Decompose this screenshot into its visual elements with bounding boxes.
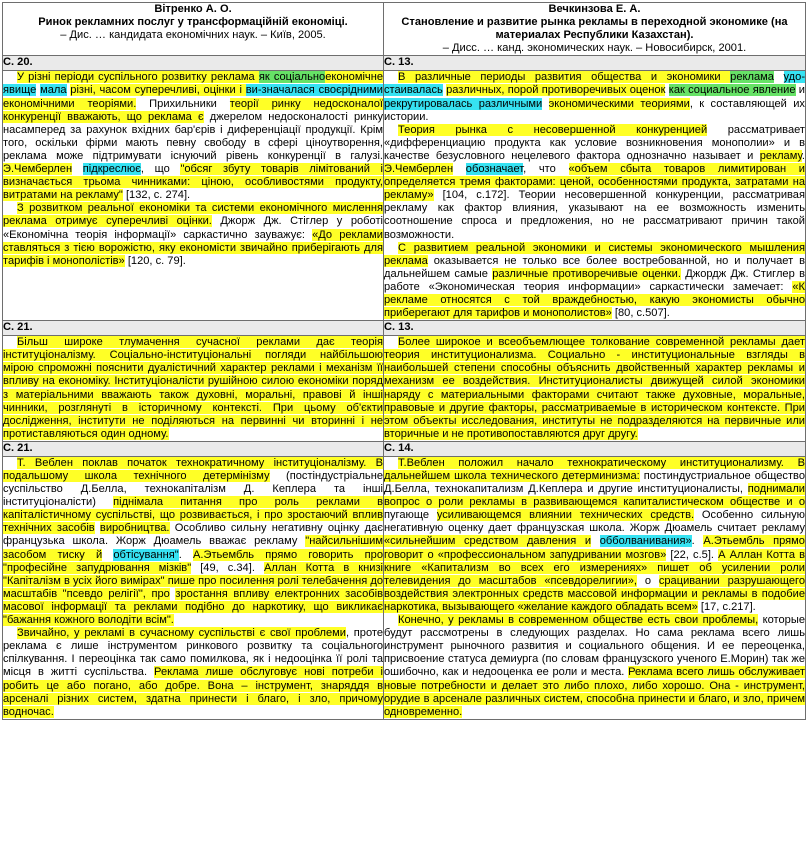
text-fragment: Прихильники <box>136 97 230 110</box>
text-fragment: . <box>178 548 193 561</box>
left-text-cell <box>3 336 384 442</box>
highlighted-fragment: Теория рынка с несовершенной конкуренцией <box>398 123 708 136</box>
highlighted-fragment: явище <box>3 84 37 97</box>
highlighted-fragment: экономическими теориями <box>548 97 690 110</box>
text-fragment: пугающе <box>384 509 437 522</box>
right-paragraph <box>384 336 805 441</box>
highlighted-fragment: срацивании разрушающего воздействия электронных средств массовой информации и рекламы в подобие наркотика, вызывающего «желание каждого обладать всем» <box>384 574 805 613</box>
comparison-body <box>3 3 806 720</box>
right-paragraph <box>384 71 805 123</box>
text-fragment: , що <box>140 163 181 176</box>
text-fragment <box>542 98 548 110</box>
text-fragment: [80, с.507]. <box>611 307 670 320</box>
right-page-ref: С. 13. <box>384 321 806 336</box>
left-details: – Дис. … кандидата економічних наук. – Київ, 2005. <box>60 29 326 42</box>
highlighted-fragment: підкреслює <box>82 163 141 176</box>
text-fragment: (постіндустріальне суспільство Д.Белла, технокапіталізм Д. Кеплера та інші інституціоналісти) <box>3 470 383 509</box>
left-source-header <box>3 3 384 56</box>
text-fragment: . <box>691 535 704 548</box>
right-paragraph <box>384 124 805 242</box>
text-fragment: [120, с. 79]. <box>124 254 186 267</box>
right-paragraph <box>384 242 805 321</box>
right-page-ref: С. 14. <box>384 441 806 456</box>
highlighted-fragment: "найсильнішим засобом тиску й <box>3 535 383 561</box>
comparison-table <box>2 2 806 720</box>
highlighted-fragment: рекламу <box>759 149 802 162</box>
highlighted-fragment: піднімала питання про роль реклами в капіталістичному суспільстві, що розвивається, і про зростаючий вплив технічних засобів <box>3 496 383 535</box>
left-paragraph <box>3 457 383 627</box>
highlighted-fragment: "обсяг збуту товарів лімітований і визначається трьома чинниками: ціною, особливостями продукту, витратами на рекламу" <box>3 163 383 202</box>
page-ref-row <box>3 56 806 71</box>
text-fragment: [22, с.5]. <box>666 548 719 561</box>
highlighted-fragment: поднимали вопрос о роли рекламы в развивающемся капиталистическом обществе и о <box>384 483 805 509</box>
text-fragment: . <box>801 149 805 162</box>
highlighted-fragment: как социальное явление <box>668 84 796 97</box>
left-text-cell <box>3 456 384 719</box>
highlighted-fragment: «К рекламе относятся с той враждебностью, какую экономисты обычно приберегают для тарифов и монополистов» <box>384 280 805 320</box>
highlighted-fragment: стаивалась <box>384 84 443 97</box>
highlighted-fragment: економічними теоріями. <box>3 97 137 110</box>
highlighted-fragment: «объем сбыта товаров лимитирован и определяется тремя факторами: ценой, особенностями продукта, затратами на рекламу» <box>384 163 806 202</box>
right-text-cell <box>384 336 806 442</box>
text-fragment: Джордж Дж. Стиглер в работе «Экономическая теория информации» саркастически замечает: <box>384 267 805 293</box>
right-title: Становление и развитие рынка рекламы в переходной экономике (на материалах Республики Казахстан). <box>401 16 788 42</box>
right-paragraph <box>384 614 805 719</box>
highlighted-fragment: усиливающемся влиянии технических средств. <box>436 509 695 522</box>
highlighted-fragment: обозначает <box>465 163 524 176</box>
text-fragment: Особенно сильную негативную оценку дает французская школа. Жорж Дюамель считает рекламу <box>384 509 805 535</box>
highlighted-fragment: Реклама лише обслуговує нові потреби і робить це або погано, або добре. Вона – інструмент, знаряддя в арсеналі різних систем, здатна принести і благо, і зло, причому водночас. <box>3 666 383 718</box>
right-page-ref: С. 13. <box>384 56 806 71</box>
text-fragment: , что <box>523 163 569 176</box>
text-fragment: джерелом недосконалості ринку насамперед за рахунок вхідних бар'єрів і диференціації продукції. Крім того, оскільки фірми мають певну свободу в сфері ціноутворення, реклама може підтримувати існуючий рівень конкуренції в галузі. <box>3 110 383 162</box>
text-fragment <box>591 535 600 547</box>
highlighted-fragment: А.Этьембль прямо говорить про "професійне запудрювання мізків" <box>3 548 383 574</box>
header-row <box>3 3 806 56</box>
right-source-header <box>384 3 806 56</box>
text-fragment <box>72 163 83 175</box>
highlighted-fragment: Более широкое и всеобъемлющее толкование современной рекламы дает теория институционализма. Социально - институциональные взгляды в наибольшей степени способны объяснить двойственный характер рекламы и механизм ее воздействия. Институционалисты движущей силой экономики наряду с материальными факторами считают также духовные, моральные, правовые и другие факторы, рассматриваемые в историческом контексте. При этом объекты исследования, институты не подразделяются на первичные или вторичные и не противопоставляются друг другу. <box>384 336 805 440</box>
text-fragment: о <box>637 574 659 587</box>
text-row <box>3 456 806 719</box>
text-fragment: постиндустриальное общество Д.Белла, технокапитализм Д.Кеплера и другие институционалисты, <box>384 470 805 496</box>
left-page-ref: С. 21. <box>3 441 384 456</box>
text-fragment: [104, с.172]. Теории несовершенной конкуренции, рассматривая рекламу как фактор влияния, указывают на ее возможность изменить соотношение спроса и предложения, но не рассматривают причин такой возможности. <box>384 189 805 241</box>
text-fragment: оказывается не только все более востребованной, но и получает в дальнейшем самые <box>384 254 805 280</box>
left-page-ref: С. 21. <box>3 321 384 336</box>
left-paragraph <box>3 336 383 441</box>
highlighted-fragment: реклама <box>730 71 774 84</box>
text-row <box>3 71 806 321</box>
highlighted-fragment: виробництва. <box>99 522 170 535</box>
left-title: Ринок рекламних послуг у трансформаційній економіці. <box>38 16 348 29</box>
highlighted-fragment: різні, часом суперечливі, оцінки і <box>70 84 246 97</box>
highlighted-fragment: «сильнейшим средством давления и <box>384 535 592 548</box>
highlighted-fragment: економічне <box>325 71 383 84</box>
highlighted-fragment: У різні періоди суспільного розвитку реклама <box>17 71 259 84</box>
highlighted-fragment: Аллан Котта в книзі "Капіталізм в усіх його вимірах" пише про посилення ролі телебачення до масштабів "псевдо релігії", про <box>3 561 384 600</box>
page-ref-row <box>3 321 806 336</box>
highlighted-fragment: В различные периоды развития общества и экономики <box>398 71 731 84</box>
text-fragment: , к составляющей их истории. <box>384 97 805 123</box>
left-paragraph <box>3 71 383 202</box>
left-text-cell <box>3 71 384 321</box>
highlighted-fragment: различных, порой противоречивых оценок <box>446 84 666 97</box>
highlighted-fragment: рекрутировалась различными <box>384 97 543 110</box>
highlighted-fragment: А Аллан Котта в книге «Капитализм во всех его измерениях» пишет об усилении роли телевидения до масштабов «псевдорелигии», <box>384 548 806 587</box>
page-ref-row <box>3 441 806 456</box>
text-fragment <box>453 163 466 175</box>
highlighted-fragment: Э.Чемберлен <box>3 163 73 176</box>
text-row <box>3 336 806 442</box>
text-fragment <box>102 549 113 561</box>
highlighted-fragment: различные противоречивые оценки. <box>492 267 681 280</box>
text-fragment: , проте реклама є лише інструментом ринкового розвитку та соціального спілкування. І переоцінка так само помилкова, як і недооцінка її ролі та місця в житті суспільства. <box>3 627 383 679</box>
highlighted-fragment: З розвитком реальної економіки та системи економічного мислення реклама отримує суперечливі оцінки. <box>3 202 383 228</box>
right-text-cell <box>384 71 806 321</box>
highlighted-fragment: обболванивания» <box>599 535 692 548</box>
left-paragraph <box>3 202 383 267</box>
highlighted-fragment: ви- <box>245 84 262 97</box>
highlighted-fragment: удо- <box>783 71 806 84</box>
right-paragraph <box>384 457 805 614</box>
highlighted-fragment: Звичайно, у рекламі в сучасному суспільстві є свої проблеми <box>17 627 346 640</box>
left-page-ref: С. 20. <box>3 56 384 71</box>
text-fragment: [17, с.217]. <box>697 600 756 613</box>
highlighted-fragment: зростання впливу електронних засобів масової інформації та реклами подібно до наркотику, що викликає "бажання кожного володіти всім". <box>3 587 383 627</box>
highlighted-fragment: значалася своєрідними <box>261 84 383 97</box>
highlighted-fragment: «До реклами ставляться з тією ворожістю, яку економісти звичайно приберігають для тарифів і монополістів» <box>3 228 383 267</box>
highlighted-fragment: як соціально <box>258 71 326 84</box>
text-fragment: которые будут рассмотрены в следующих разделах. Но сама реклама всего лишь инструмент рыночного развития и социального общения. И ее переоценка, присвоение статуса демиурга (по словам французского ученого Е.Морин) так же ошибочно, как и недооценка ее роли и места. <box>384 614 805 679</box>
text-fragment: Особливо сильну негативну оцінку дає французька школа. Жорж Дюамель вважає рекламу <box>3 522 383 548</box>
left-author: Вітренко А. О. <box>154 3 232 15</box>
highlighted-fragment: теорії ринку недосконалої конкуренції вважають, що реклама є <box>3 97 383 123</box>
right-author: Вечкинзова Е. А. <box>548 3 641 15</box>
right-text-cell <box>384 456 806 719</box>
highlighted-fragment: Більш широке тлумачення сучасної реклами дає теорія інституціоналізму. Соціально-інституціональні погляди найбільшою мірою спроможні пояснити дуалістичний характер реклами і механізм її впливу на економіку. Інституціоналісти рушійною силою економіки поряд з матеріальними вважають також духовні, моральні, правові й інші чинники, розглянуті в історичному контексті. При цьому об'єкти дослідження, інститути не поділяються на первинні чи вторинні і не протиставляються один одному. <box>3 336 383 440</box>
highlighted-fragment: С развитием реальной экономики и системы экономического мышления реклама <box>384 241 805 267</box>
highlighted-fragment: мала <box>40 84 67 97</box>
text-fragment: [49, с.34]. <box>191 561 264 574</box>
text-fragment: [132, с. 274]. <box>122 189 191 202</box>
left-paragraph <box>3 627 383 719</box>
highlighted-fragment: А.Этьембль прямо говорит о «профессиональном запудривании мозгов» <box>384 535 805 561</box>
text-fragment: рассматривает «дифференциацию продукта как условие возникновения монополии» и в качестве безусловного нецелевого фактора однозначно называет и <box>384 123 805 162</box>
highlighted-fragment: Конечно, у рекламы в современном обществе есть свои проблемы, <box>398 614 759 627</box>
highlighted-fragment: обтісування" <box>113 548 179 561</box>
highlighted-fragment: Э.Чемберлен <box>384 163 454 176</box>
highlighted-fragment: Реклама всего лишь обслуживает новые потребности и делает это либо плохо, либо хорошо. Она - инструмент, орудие в арсенале различных систем, способна принести и благо, и зло, причем одновременно. <box>384 666 805 718</box>
highlighted-fragment: Т. Веблен поклав початок технократичному інституціоналізму. В подальшому школа технічного детермінізму <box>3 456 383 482</box>
highlighted-fragment: Т.Веблен положил начало технократическому институционализму. В дальнейшем школа технического детерминизма: <box>384 456 805 482</box>
text-fragment: Джорж Дж. Стіглер у роботі «Економічна теорія інформації» саркастично зауважує: <box>3 215 383 241</box>
right-details: – Дисс. … канд. экономических наук. – Новосибирск, 2001. <box>442 42 747 55</box>
text-fragment <box>774 71 784 83</box>
text-fragment: и <box>795 84 805 97</box>
